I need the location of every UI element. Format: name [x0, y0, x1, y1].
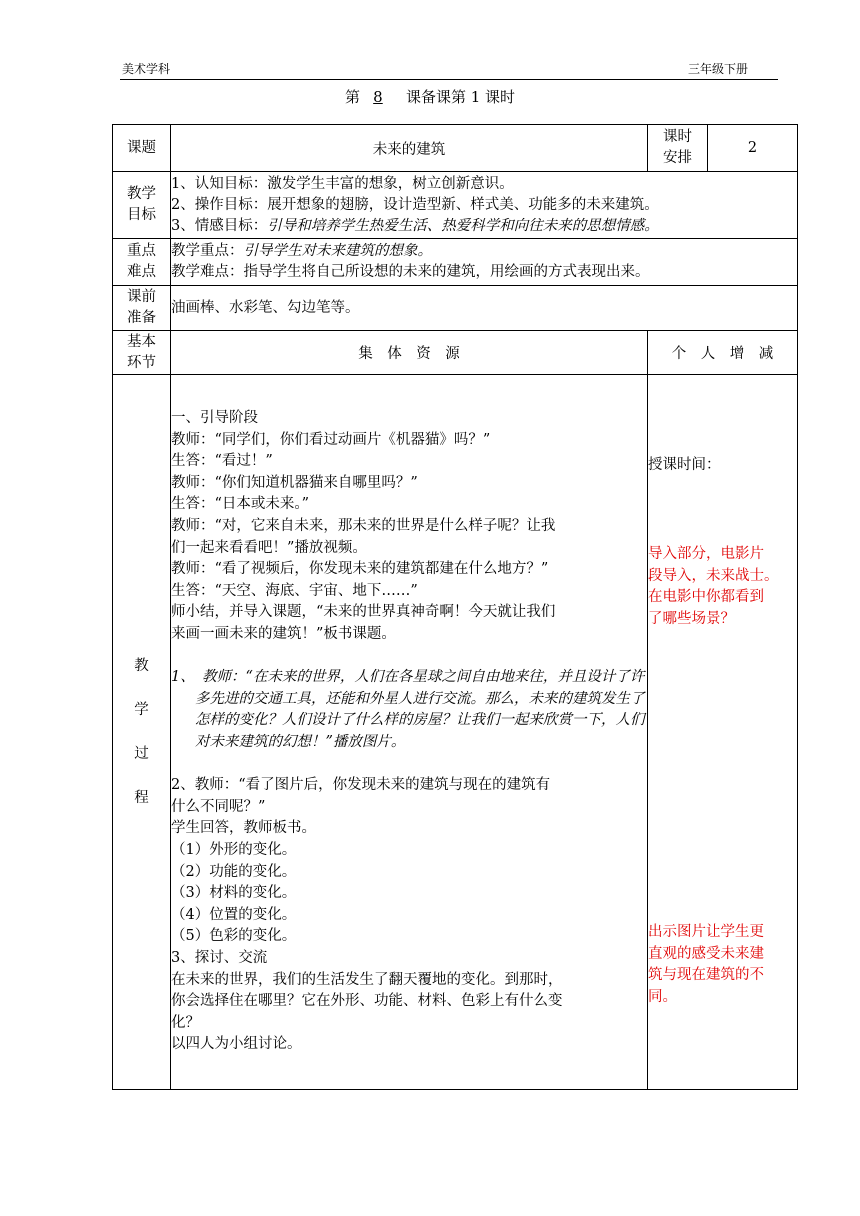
spacer: [648, 477, 797, 544]
spacer: [648, 630, 797, 922]
goal-emotional-text: 引导和培养学生热爱生活、热爱科学和向往未来的思想情感。: [267, 217, 659, 234]
goal-operational: 2、操作目标：展开想象的翅膀，设计造型新、样式美、功能多的未来建筑。: [171, 196, 659, 213]
prep-label-line2: 准备: [127, 310, 156, 326]
process-label-char: 过: [134, 746, 149, 762]
change-item: （3）材料的变化。: [171, 885, 297, 902]
process-line: 生答：“看过！”: [171, 453, 273, 470]
process-answer: 学生回答，教师板书。: [171, 820, 316, 837]
note-line: 段导入，未来战士。: [648, 567, 779, 584]
process-label-char: 学: [134, 702, 149, 718]
goal-emotional-prefix: 3、情感目标：: [171, 217, 268, 234]
lesson-plan-table: [112, 124, 798, 1090]
header-rule: [120, 79, 778, 80]
key-point: [171, 241, 797, 262]
note-line: 同。: [648, 989, 677, 1006]
hours-value: 2: [708, 125, 798, 172]
goals-label-line1: 教学: [127, 186, 156, 202]
page-title: [0, 86, 860, 107]
process-item-3-line: 化？: [171, 1014, 200, 1031]
note-line: 直观的感受未来建: [648, 945, 764, 962]
prep-content: 油画棒、水彩笔、勾边笔等。: [171, 286, 798, 331]
process-line: 们一起来看看吧！”播放视频。: [171, 539, 367, 556]
row-prep: [113, 286, 798, 331]
process-label: [113, 375, 171, 1090]
goals-label-line2: 目标: [127, 207, 156, 223]
process-item-3: 3、探讨、交流: [171, 949, 268, 966]
topic-value: 未来的建筑: [171, 125, 648, 172]
change-item: （4）位置的变化。: [171, 906, 297, 923]
process-item-2-line2: 什么不同呢？”: [171, 798, 266, 815]
process-item-1: 1、 教师：“在未来的世界，人们在各星球之间自由地来往，并且设计了许多先进的交通工具，还能和外星人进行交流。那么，未来的建筑发生了怎样的变化？人们设计了什么样的房屋？让我们一起来欣赏一下，人们对未来建筑的幻想！”播放图片。: [171, 669, 645, 750]
collective-heading: 集 体 资 源: [171, 331, 648, 375]
note-intro: [648, 544, 797, 630]
process-line: 师小结，并导入课题，“未来的世界真神奇啊！今天就让我们: [171, 604, 556, 621]
note-images: [648, 922, 797, 1008]
personal-notes: [648, 375, 798, 1090]
title-prefix: 第: [344, 88, 360, 106]
process-content: [171, 375, 648, 1090]
row-goals: [113, 172, 798, 239]
change-item: （1）外形的变化。: [171, 841, 297, 858]
spacer: [171, 754, 647, 776]
key-point-prefix: 教学重点：: [171, 243, 244, 259]
key-point-text: 引导学生对未来建筑的想象。: [243, 243, 432, 259]
change-item: （5）色彩的变化。: [171, 928, 297, 945]
header-subject: 美术学科: [122, 62, 171, 76]
process-item-2-line1: 2、教师：“看了图片后，你发现未来的建筑与现在的建筑有: [171, 777, 551, 794]
goal-cognitive: 1、认知目标：激发学生丰富的想象，树立创新意识。: [171, 175, 514, 192]
sections-label: [113, 331, 171, 375]
goals-label: [113, 172, 171, 239]
hours-label-line1: 课时: [663, 129, 692, 145]
note-line: 出示图片让学生更: [648, 924, 764, 941]
note-line: 筑与现在建筑的不: [648, 967, 764, 984]
process-line: 教师：“同学们，你们看过动画片《机器猫》吗？”: [171, 431, 491, 448]
topic-label: 课题: [113, 125, 171, 172]
process-line: 教师：“你们知道机器猫来自哪里吗？”: [171, 474, 418, 491]
process-label-char: 教: [134, 658, 149, 674]
lesson-number: 8: [373, 88, 383, 106]
row-keypoints: [113, 239, 798, 286]
personal-heading: 个 人 增 减: [648, 331, 798, 375]
process-line: 教师：“对，它来自未来，那未来的世界是什么样子呢？让我: [171, 518, 556, 535]
keypoints-label-line2: 难点: [127, 264, 156, 280]
keypoints-label: [113, 239, 171, 286]
keypoints-content: [171, 239, 798, 286]
sections-label-line1: 基本: [127, 333, 156, 350]
process-line: 来画一画未来的建筑！”板书课题。: [171, 626, 396, 643]
goal-emotional: [171, 216, 797, 237]
row-sections: [113, 331, 798, 375]
process-item-3-line: 以四人为小组讨论。: [171, 1036, 302, 1053]
process-line: 生答：“天空、海底、宇宙、地下……”: [171, 582, 418, 599]
process-line: 生答：“日本或未来。”: [171, 496, 310, 513]
note-line: 导入部分，电影片: [648, 545, 764, 562]
note-line: 了哪些场景？: [648, 610, 735, 627]
spacer: [171, 646, 647, 668]
process-line: 教师：“看了视频后，你发现未来的建筑都建在什么地方？”: [171, 561, 549, 578]
change-item: （2）功能的变化。: [171, 863, 297, 880]
note-line: 在电影中你都看到: [648, 589, 764, 606]
prep-label-line1: 课前: [127, 289, 156, 305]
sections-label-line2: 环节: [127, 354, 156, 371]
process-item-3-line: 你会选择住在哪里？它在外形、功能、材料、色彩上有什么变: [171, 993, 563, 1010]
row-topic: [113, 125, 798, 172]
goals-content: [171, 172, 798, 239]
process-line: 一、引导阶段: [171, 410, 258, 427]
row-process: [113, 375, 798, 1090]
class-time-label: 授课时间：: [648, 457, 721, 474]
process-item-3-line: 在未来的世界，我们的生活发生了翻天覆地的变化。到那时，: [171, 971, 563, 988]
title-suffix: 课备课第 1 课时: [405, 88, 516, 106]
prep-label: [113, 286, 171, 331]
hours-label-line2: 安排: [663, 150, 692, 166]
keypoints-label-line1: 重点: [127, 243, 156, 259]
process-label-char: 程: [134, 790, 149, 806]
hours-label: [648, 125, 708, 172]
header-grade: 三年级下册: [688, 62, 749, 76]
difficult-point: 教学难点：指导学生将自己所设想的未来的建筑，用绘画的方式表现出来。: [171, 264, 650, 280]
